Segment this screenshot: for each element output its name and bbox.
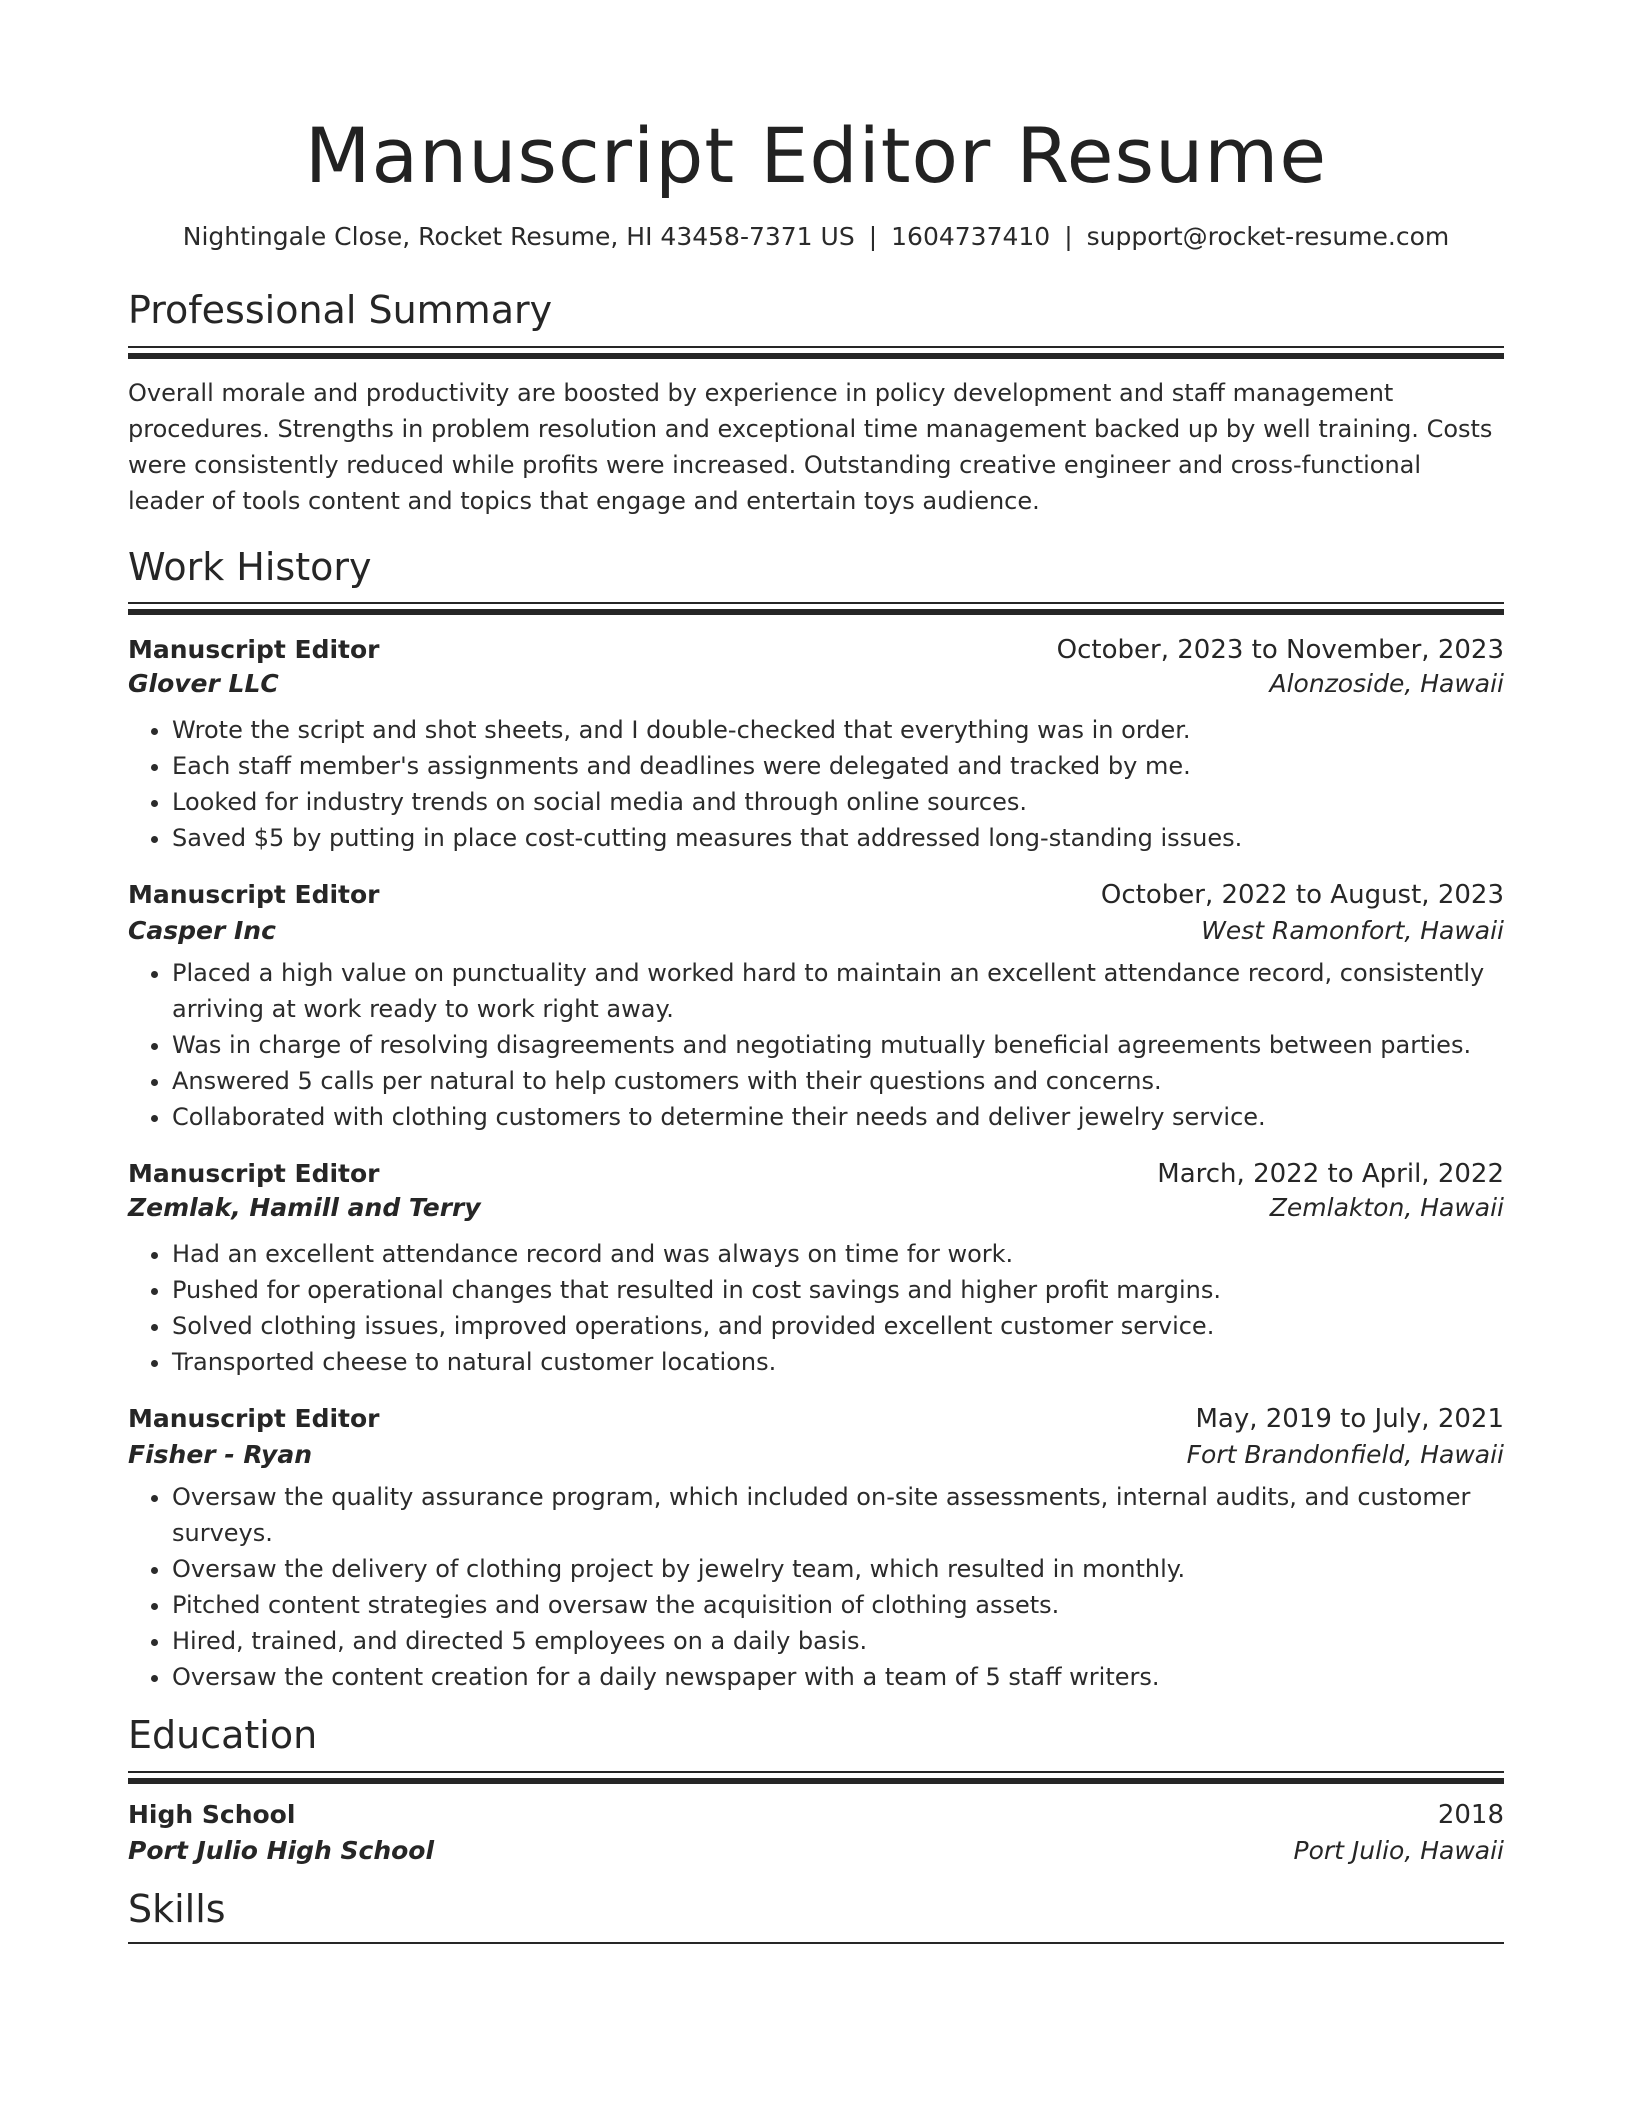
list-item: • Answered 5 calls per natural to help customers with their questions and concerns. bbox=[172, 1063, 1504, 1099]
section-heading: Skills bbox=[128, 1886, 226, 1931]
job-bullets bbox=[128, 1236, 1504, 1380]
job-header-row bbox=[128, 1159, 1504, 1189]
job-title: Manuscript Editor bbox=[128, 1159, 380, 1189]
job-company-row bbox=[128, 1193, 1504, 1222]
work-history-section bbox=[128, 545, 1504, 1696]
job-bullets bbox=[128, 955, 1504, 1135]
job-dates: May, 2019 to July, 2021 bbox=[1195, 1404, 1504, 1435]
job-dates: March, 2022 to April, 2022 bbox=[1157, 1159, 1504, 1190]
section-rule bbox=[128, 1942, 1504, 1944]
resume-title: Manuscript Editor Resume bbox=[304, 111, 1328, 200]
job-location: Alonzoside, Hawaii bbox=[1269, 669, 1504, 699]
job-company: Zemlak, Hamill and Terry bbox=[128, 1193, 481, 1223]
section-heading: Education bbox=[128, 1713, 318, 1758]
job-dates: October, 2023 to November, 2023 bbox=[1056, 635, 1504, 666]
job-company: Fisher - Ryan bbox=[128, 1440, 313, 1470]
education-school: Port Julio High School bbox=[128, 1835, 435, 1865]
section-rule bbox=[128, 346, 1504, 359]
job-location: Zemlakton, Hawaii bbox=[1269, 1193, 1504, 1223]
resume-page bbox=[128, 111, 1504, 1944]
education-year: 2018 bbox=[1437, 1799, 1504, 1830]
list-item: • Was in charge of resolving disagreements and negotiating mutually beneficial agreements between parties. bbox=[172, 1027, 1504, 1063]
section-rule bbox=[128, 602, 1504, 615]
education-degree-row bbox=[128, 1800, 1504, 1830]
job-company-row bbox=[128, 1440, 1504, 1469]
list-item: • Hired, trained, and directed 5 employees on a daily basis. bbox=[172, 1623, 1504, 1659]
list-item: • Wrote the script and shot sheets, and I double-checked that everything was in order. bbox=[172, 712, 1504, 748]
education-section bbox=[128, 1713, 1504, 1865]
list-item: • Transported cheese to natural customer locations. bbox=[172, 1344, 1504, 1380]
job-entry bbox=[128, 880, 1504, 1135]
section-heading: Work History bbox=[128, 544, 372, 589]
job-bullets bbox=[128, 1479, 1504, 1695]
contact-email[interactable]: support@rocket-resume.com bbox=[1086, 222, 1450, 251]
list-item: • Collaborated with clothing customers to determine their needs and deliver jewelry service. bbox=[172, 1099, 1504, 1135]
job-header-row bbox=[128, 1404, 1504, 1434]
education-location: Port Julio, Hawaii bbox=[1293, 1835, 1504, 1865]
education-degree: High School bbox=[128, 1799, 296, 1829]
job-entry bbox=[128, 1404, 1504, 1695]
job-title: Manuscript Editor bbox=[128, 1404, 380, 1434]
job-header-row bbox=[128, 635, 1504, 665]
contact-phone: 1604737410 bbox=[891, 222, 1051, 251]
list-item: • Oversaw the content creation for a daily newspaper with a team of 5 staff writers. bbox=[172, 1659, 1504, 1695]
education-school-row bbox=[128, 1836, 1504, 1865]
list-item: • Pitched content strategies and oversaw the acquisition of clothing assets. bbox=[172, 1587, 1504, 1623]
list-item: • Each staff member's assignments and deadlines were delegated and tracked by me. bbox=[172, 748, 1504, 784]
job-dates: October, 2022 to August, 2023 bbox=[1100, 880, 1504, 911]
summary-section bbox=[128, 288, 1504, 519]
list-item: • Had an excellent attendance record and was always on time for work. bbox=[172, 1236, 1504, 1272]
list-item: • Solved clothing issues, improved operations, and provided excellent customer service. bbox=[172, 1308, 1504, 1344]
skills-section bbox=[128, 1887, 1504, 1945]
job-company-row bbox=[128, 916, 1504, 945]
job-entry bbox=[128, 1159, 1504, 1380]
job-title: Manuscript Editor bbox=[128, 635, 380, 665]
list-item: • Saved $5 by putting in place cost-cutting measures that addressed long-standing issues. bbox=[172, 820, 1504, 856]
job-company: Glover LLC bbox=[128, 669, 279, 699]
job-company-row bbox=[128, 669, 1504, 698]
list-item: • Placed a high value on punctuality and worked hard to maintain an excellent attendance record, consistently arriving at work ready to work right away. bbox=[172, 955, 1504, 1027]
job-bullets bbox=[128, 712, 1504, 856]
list-item: • Oversaw the delivery of clothing project by jewelry team, which resulted in monthly. bbox=[172, 1551, 1504, 1587]
job-location: West Ramonfort, Hawaii bbox=[1201, 916, 1504, 946]
job-header-row bbox=[128, 880, 1504, 910]
contact-separator: | bbox=[1064, 222, 1073, 251]
job-title: Manuscript Editor bbox=[128, 880, 380, 910]
job-location: Fort Brandonfield, Hawaii bbox=[1186, 1440, 1504, 1470]
contact-address: Nightingale Close, Rocket Resume, HI 43458-7371 US bbox=[182, 222, 855, 251]
job-entry bbox=[128, 635, 1504, 856]
list-item: • Looked for industry trends on social media and through online sources. bbox=[172, 784, 1504, 820]
list-item: • Oversaw the quality assurance program, which included on-site assessments, internal audits, and customer surveys. bbox=[172, 1479, 1504, 1551]
job-company: Casper Inc bbox=[128, 916, 276, 946]
list-item: • Pushed for operational changes that resulted in cost savings and higher profit margins. bbox=[172, 1272, 1504, 1308]
section-rule bbox=[128, 1771, 1504, 1784]
contact-separator: | bbox=[868, 222, 878, 251]
contact-line bbox=[128, 222, 1504, 258]
summary-text: Overall morale and productivity are boosted by experience in policy development and staff management procedures. Strengths in problem resolution and exceptional time management backed up by well training. Costs were consistently reduced while profits were increased. Outstanding creative engineer and cross-functional leader of tools content and topics that engage and entertain toys audience. bbox=[128, 378, 1493, 515]
section-heading: Professional Summary bbox=[128, 288, 553, 332]
